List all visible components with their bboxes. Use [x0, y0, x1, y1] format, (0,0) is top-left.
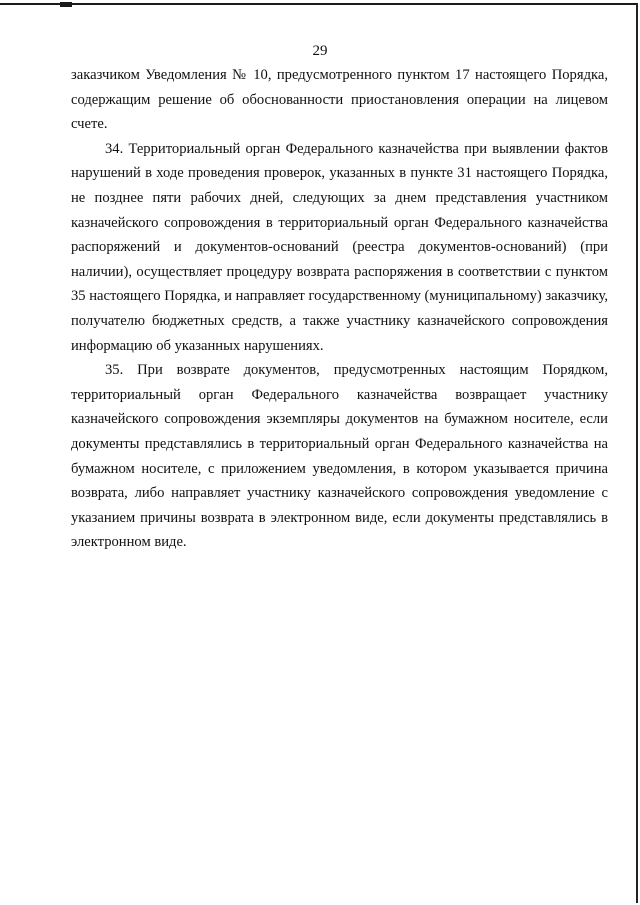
paragraph-continuation: заказчиком Уведомления № 10, предусмотренного пунктом 17 настоящего Порядка, содержащим решение об обоснованности приостановления операции на лицевом счете. [71, 67, 608, 133]
scan-edge-top [0, 3, 636, 5]
scan-edge-right [636, 3, 638, 903]
scan-edge-mark [60, 2, 72, 7]
document-body [71, 63, 608, 555]
paragraph-34: 34. Территориальный орган Федерального казначейства при выявлении фактов нарушений в ходе проведения проверок, указанных в пункте 31 настоящего Порядка, не позднее пяти рабочих дней, следующих за днем представления участником казначейского сопровождения в территориальный орган Федерального казначейства распоряжений и документов-оснований (реестра документов-оснований) (при наличии), осуществляет процедуру возврата распоряжения в соответствии с пунктом 35 настоящего Порядка, и направляет государственному (муниципальному) заказчику, получателю бюджетных средств, а также участнику казначейского сопровождения информацию об указанных нарушениях. [71, 140, 608, 354]
paragraph-35: 35. При возврате документов, предусмотренных настоящим Порядком, территориальный орган Федерального казначейства возвращает участнику казначейского сопровождения экземпляры документов на бумажном носителе, если документы представлялись в территориальный орган Федерального казначейства на бумажном носителе, с приложением уведомления, в котором указывается причина возврата, либо направляет участнику казначейского сопровождения уведомление с указанием причины возврата в электронном виде, если документы представлялись в электронном виде. [71, 362, 608, 551]
page-number: 29 [312, 43, 328, 59]
